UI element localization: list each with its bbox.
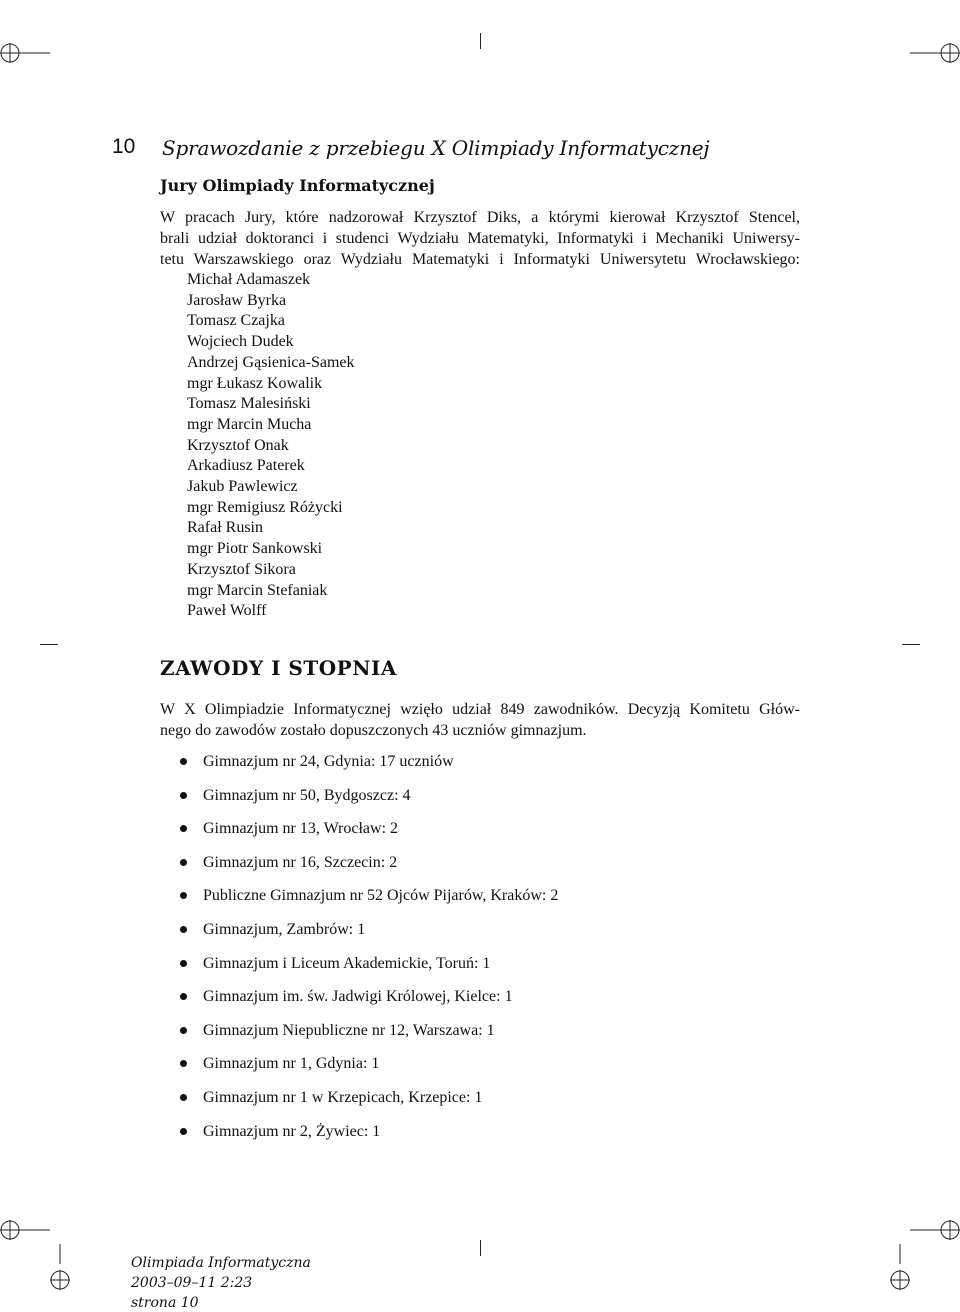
school-entry: Gimnazjum nr 13, Wrocław: 2: [203, 820, 399, 838]
registration-mark-icon: [888, 1244, 912, 1264]
bullet-icon: [180, 825, 187, 832]
running-title: Sprawozdanie z przebiegu X Olimpiady Informatycznej: [162, 136, 710, 160]
registration-mark-icon: [888, 1268, 912, 1292]
registration-mark-icon: [48, 1244, 72, 1264]
school-entry: Gimnazjum im. św. Jadwigi Królowej, Kielce: 1: [203, 988, 513, 1006]
jury-member: Tomasz Czajka: [187, 312, 285, 330]
footer-publication: Olimpiada Informatyczna: [131, 1255, 311, 1271]
registration-mark-icon: [48, 1268, 72, 1292]
bullet-icon: [180, 1060, 187, 1067]
jury-member: Rafał Rusin: [187, 519, 263, 537]
list-item: [160, 1121, 558, 1155]
list-item: [160, 818, 558, 852]
bullet-icon: [180, 960, 187, 967]
jury-member: mgr Marcin Mucha: [187, 415, 312, 433]
bullet-icon: [180, 892, 187, 899]
registration-mark-icon: [910, 1218, 960, 1242]
crop-tick: [40, 644, 58, 645]
footer-datetime: 2003–09–11 2:23: [131, 1275, 253, 1291]
school-entry: Gimnazjum nr 1 w Krzepicach, Krzepice: 1: [203, 1088, 483, 1106]
school-entry: Gimnazjum i Liceum Akademickie, Toruń: 1: [203, 954, 491, 972]
jury-member: Krzysztof Onak: [187, 436, 289, 454]
jury-heading: Jury Olimpiady Informatycznej: [160, 176, 435, 195]
paragraph-line: W X Olimpiadzie Informatycznej wzięło udział 849 zawodników. Decyzją Komitetu Głów-: [160, 701, 800, 718]
section-heading: ZAWODY I STOPNIA: [160, 656, 397, 680]
jury-member: Wojciech Dudek: [187, 333, 294, 351]
page-number: 10: [112, 135, 136, 158]
jury-member: Michał Adamaszek: [187, 271, 311, 288]
bullet-icon: [180, 1128, 187, 1135]
jury-member: Andrzej Gąsienica-Samek: [187, 353, 355, 371]
school-entry: Publiczne Gimnazjum nr 52 Ojców Pijarów, Kraków: 2: [203, 887, 559, 905]
list-item: [160, 1020, 558, 1054]
paragraph-line: tetu Warszawskiego oraz Wydziału Matematyki i Informatyki Uniwersytetu Wrocławskiego:: [160, 251, 800, 268]
registration-mark-icon: [0, 1218, 50, 1242]
school-entry: Gimnazjum, Zambrów: 1: [203, 920, 366, 938]
list-item: [160, 986, 558, 1020]
footer-page-label: strona 10: [131, 1295, 199, 1311]
jury-member: Tomasz Malesiński: [187, 395, 311, 413]
school-entry: Gimnazjum Niepubliczne nr 12, Warszawa: 1: [203, 1021, 495, 1039]
bullet-icon: [180, 758, 187, 765]
jury-members-list: [187, 270, 354, 622]
list-item: [160, 1053, 558, 1087]
jury-member: mgr Łukasz Kowalik: [187, 374, 323, 392]
school-entry: Gimnazjum nr 50, Bydgoszcz: 4: [203, 786, 411, 804]
jury-member: Jakub Pawlewicz: [187, 478, 298, 496]
list-item: [160, 919, 558, 953]
bullet-icon: [180, 1094, 187, 1101]
registration-mark-icon: [910, 41, 960, 65]
crop-tick: [480, 1240, 481, 1256]
zawody-intro-paragraph: [160, 699, 800, 741]
jury-member: Arkadiusz Paterek: [187, 457, 305, 475]
list-item: [160, 953, 558, 987]
crop-tick: [902, 644, 920, 645]
jury-member: mgr Remigiusz Różycki: [187, 498, 343, 516]
jury-member: Paweł Wolff: [187, 602, 267, 620]
bullet-icon: [180, 1027, 187, 1034]
registration-mark-icon: [0, 41, 50, 65]
bullet-icon: [180, 926, 187, 933]
school-entry: Gimnazjum nr 24, Gdynia: 17 uczniów: [203, 753, 454, 770]
school-entry: Gimnazjum nr 1, Gdynia: 1: [203, 1055, 380, 1073]
schools-list: [160, 751, 558, 1154]
list-item: [160, 885, 558, 919]
school-entry: Gimnazjum nr 16, Szczecin: 2: [203, 853, 398, 871]
jury-member: mgr Marcin Stefaniak: [187, 581, 328, 599]
jury-member: Jarosław Byrka: [187, 291, 287, 309]
jury-intro-paragraph: [160, 207, 800, 270]
paragraph-line: nego do zawodów zostało dopuszczonych 43 uczniów gimnazjum.: [160, 722, 587, 739]
list-item: [160, 785, 558, 819]
bullet-icon: [180, 993, 187, 1000]
school-entry: Gimnazjum nr 2, Żywiec: 1: [203, 1122, 381, 1140]
list-item: [160, 751, 558, 785]
bullet-icon: [180, 792, 187, 799]
jury-member: mgr Piotr Sankowski: [187, 540, 323, 558]
jury-member: Krzysztof Sikora: [187, 560, 296, 578]
list-item: [160, 1087, 558, 1121]
list-item: [160, 852, 558, 886]
crop-tick: [480, 33, 481, 49]
paragraph-line: W pracach Jury, które nadzorował Krzysztof Diks, a którymi kierował Krzysztof Stencel,: [160, 209, 800, 226]
bullet-icon: [180, 859, 187, 866]
paragraph-line: brali udział doktoranci i studenci Wydziału Matematyki, Informatyki i Mechaniki Uniwersy-: [160, 230, 800, 247]
